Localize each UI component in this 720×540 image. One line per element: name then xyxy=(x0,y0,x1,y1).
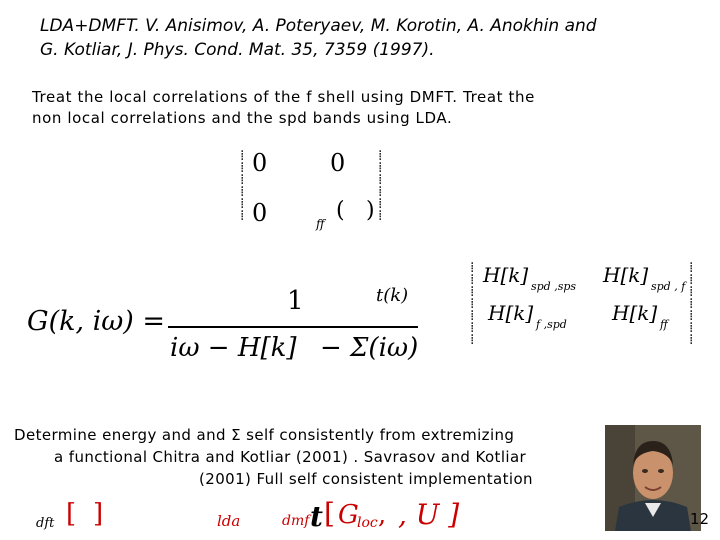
denominator-part-b: − Σ(iω) xyxy=(320,333,419,363)
h-entry-12-sub: spd , f xyxy=(651,280,686,293)
functional-description xyxy=(14,424,562,490)
dmft-t: t xyxy=(310,500,323,533)
h-entry-21-sub: f ,spd xyxy=(536,318,567,331)
intro-line-1: Treat the local correlations of the f shell using DMFT. Treat the xyxy=(32,88,535,106)
args-bracket-open: [ xyxy=(324,497,335,530)
h-left-bracket: ⁞ ⁞ ⁞ ⁞ ⁞ ⁞ ⁞ xyxy=(470,260,475,348)
left-matrix-bracket: ⁞ ⁞ ⁞ ⁞ ⁞ ⁞ xyxy=(240,148,245,224)
intro-text xyxy=(32,87,535,129)
description-line-3: (2001) Full self consistent implementation xyxy=(199,470,533,488)
dmft-subscript: dmf xyxy=(282,513,310,529)
page-number: 12 xyxy=(690,510,710,528)
description-line-2: a functional Chitra and Kotliar (2001) . Savrasov and Kotliar xyxy=(54,448,527,466)
green-lhs: G(k, iω) = xyxy=(27,306,166,337)
h-entry-12: H[k] xyxy=(603,263,649,287)
description-line-1: Determine energy and and Σ self consistently from extremizing xyxy=(14,426,515,444)
matrix-entry-11: 0 xyxy=(252,149,268,177)
h-entry-11-sub: spd ,sps xyxy=(531,280,577,293)
dft-bracket-open: [ xyxy=(66,499,77,529)
portrait-image xyxy=(605,425,701,531)
citation-title xyxy=(40,14,597,62)
fraction-line xyxy=(168,326,418,328)
gloc-subscript: loc xyxy=(357,515,378,531)
lda-subscript: lda xyxy=(217,512,241,530)
h-entry-22: H[k] xyxy=(612,301,658,325)
arg-close-paren: ) xyxy=(366,198,375,223)
denominator-part-a: iω − H[k] xyxy=(170,333,297,363)
ff-subscript: ff xyxy=(316,217,325,231)
fraction-numerator: 1 xyxy=(287,286,304,316)
args-rest: , U ] xyxy=(398,498,460,531)
author-photo xyxy=(605,425,701,531)
gloc-symbol: G xyxy=(338,500,359,530)
arg-open-paren: ( xyxy=(336,198,345,223)
intro-line-2: non local correlations and the spd bands using LDA. xyxy=(32,109,453,127)
matrix-entry-12: 0 xyxy=(330,149,346,177)
h-entry-11: H[k] xyxy=(483,263,529,287)
h-right-bracket: ⁞ ⁞ ⁞ ⁞ ⁞ ⁞ ⁞ xyxy=(689,260,694,348)
citation-line-1: LDA+DMFT. V. Anisimov, A. Poteryaev, M. Korotin, A. Anokhin and xyxy=(40,16,597,36)
dft-bracket-close: ] xyxy=(93,499,104,529)
t-of-k: t(k) xyxy=(376,285,409,306)
dft-subscript: dft xyxy=(36,516,55,531)
right-matrix-bracket: ⁞ ⁞ ⁞ ⁞ ⁞ ⁞ xyxy=(378,148,383,224)
h-entry-21: H[k] xyxy=(488,301,534,325)
h-entry-22-sub: ff xyxy=(660,318,668,331)
args-comma: , xyxy=(378,500,387,530)
matrix-entry-21: 0 xyxy=(252,199,268,227)
citation-line-2: G. Kotliar, J. Phys. Cond. Mat. 35, 7359 (1997). xyxy=(40,40,435,60)
